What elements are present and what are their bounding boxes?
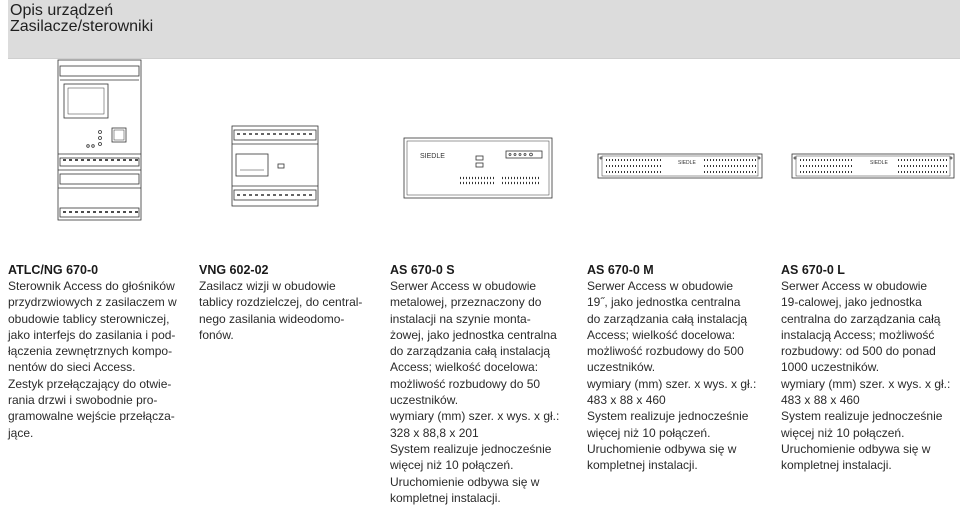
product-as-s (390, 262, 570, 506)
as-s-brand: SIEDLE (420, 153, 445, 160)
device-drawings-svg (0, 58, 960, 258)
page-subtitle: Zasilacze/sterowniki (10, 18, 154, 35)
product-as-l (781, 262, 960, 474)
product-model: VNG 602-02 (199, 263, 269, 277)
product-atlc (8, 262, 188, 441)
as-s-drawing (404, 138, 552, 198)
product-model: AS 670-0 M (587, 263, 654, 277)
as-l-drawing (792, 154, 954, 178)
product-as-m (587, 262, 767, 474)
page-title: Opis urządzeń (10, 2, 114, 19)
product-model: AS 670-0 S (390, 263, 455, 277)
product-description: Sterownik Access do głośników przydrzwiowych z zasilaczem w obudowie tablicy sterowniczej, jako interfejs do zasilania i pod- łączenia zewnętrznych kompo- nentów do sieci Access. Zestyk przełączający do otwie- rania drzwi i swobodnie pro- gramowalne wejście przełącza- jące. (8, 279, 177, 440)
product-model: AS 670-0 L (781, 263, 845, 277)
product-description: Zasilacz wizji w obudowie tablicy rozdzielczej, do central- nego zasilania wideodomo- fonów. (199, 279, 363, 342)
product-model: ATLC/NG 670-0 (8, 263, 99, 277)
product-description: Serwer Access w obudowie metalowej, przeznaczony do instalacji na szynie monta- żowej, jako jednostka centralna do zarządzania całą instalacją Access; wielkość docelowa: możliwość rozbudowy do 50 uczestników. wymiary (mm) szer. x wys. x gł.: 328 x 88,8 x 201 System realizuje jednocześnie więcej niż 10 połączeń. Uruchomienie odbywa się w kompletnej instalacji. (390, 279, 560, 505)
vng-drawing (232, 126, 318, 206)
device-drawings (0, 58, 960, 258)
page-header (8, 0, 960, 59)
as-m-brand: SIEDLE (678, 160, 696, 166)
product-description: Serwer Access w obudowie 19-calowej, jako jednostka centralna do zarządzania całą instalacją Access; możliwość rozbudowy: od 500 do ponad 1000 uczestników. wymiary (mm) szer. x wys. x gł.: 483 x 88 x 460 System realizuje jednocześnie więcej niż 10 połączeń. Uruchomienie odbywa się w kompletnej instalacji. (781, 279, 951, 473)
as-l-brand: SIEDLE (870, 160, 888, 166)
as-m-drawing (598, 154, 762, 178)
product-description: Serwer Access w obudowie 19˝, jako jednostka centralna do zarządzania całą instalacją Access; wielkość docelowa: możliwość rozbudowy do 500 uczestników. wymiary (mm) szer. x wys. x gł.: 483 x 88 x 460 System realizuje jednocześnie więcej niż 10 połączeń. Uruchomienie odbywa się w kompletnej instalacji. (587, 279, 757, 473)
product-vng (199, 262, 379, 343)
atlc-drawing (58, 60, 141, 220)
